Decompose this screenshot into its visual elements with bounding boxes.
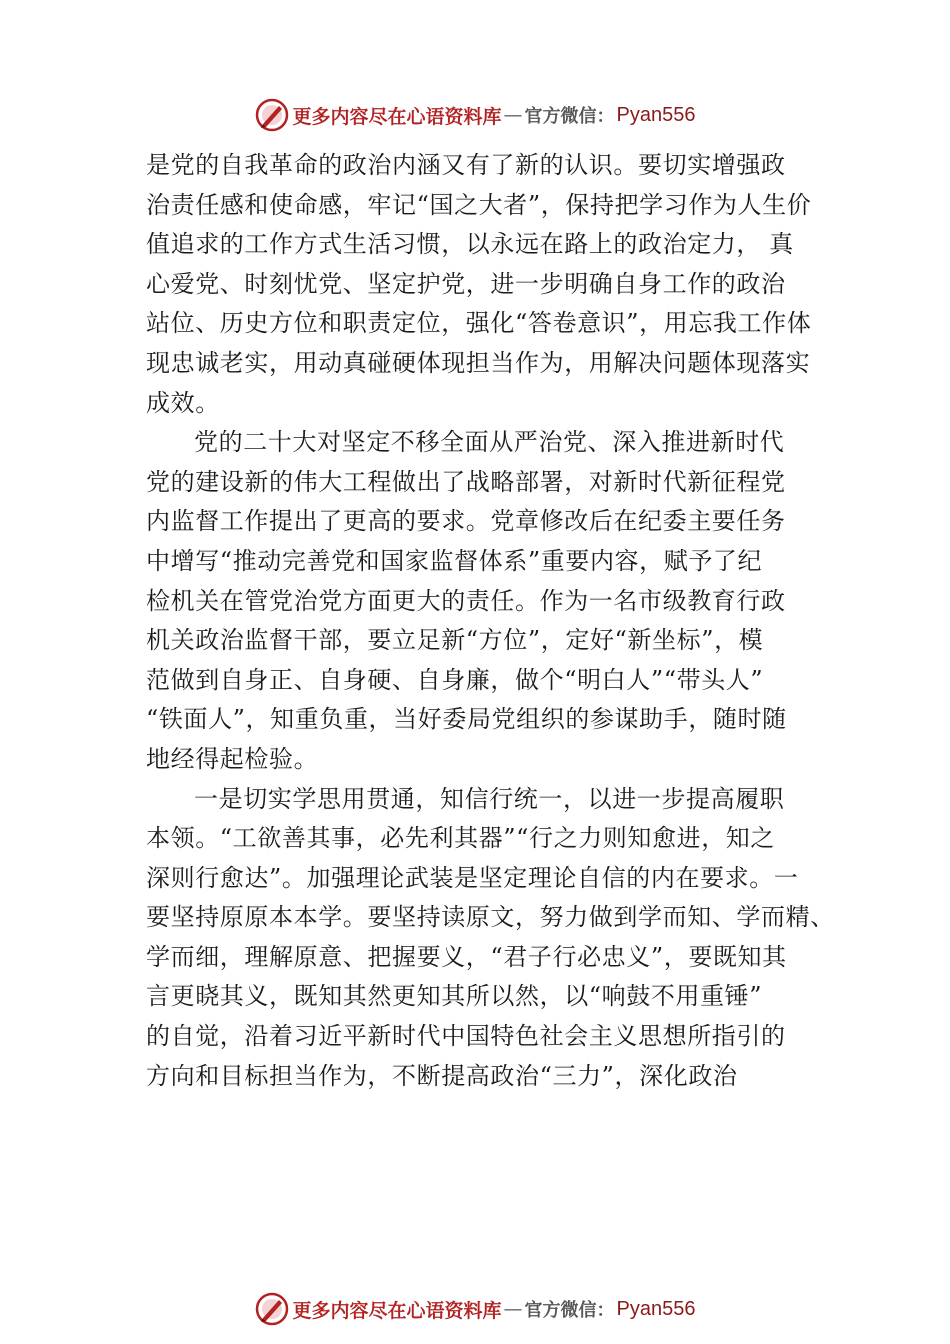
text-line: 检机关在管党治党方面更大的责任。作为一名市级教育行政 bbox=[146, 586, 786, 615]
text-line: 内监督工作提出了更高的要求。党章修改后在纪委主要任务 bbox=[146, 507, 786, 536]
text-line: 方向和目标担当作为，不断提高政治“三力”，深化政治 bbox=[146, 1061, 738, 1090]
footer-banner bbox=[0, 1289, 950, 1329]
text-line: 机关政治监督干部，要立足新“方位”，定好“新坐标”，模 bbox=[146, 626, 764, 655]
banner-title: 更多内容尽在心语资料库 bbox=[292, 1299, 502, 1322]
text-line: 言更晓其义，既知其然更知其所以然，以“响鼓不用重锤” bbox=[146, 982, 763, 1011]
pen-seal-logo-icon bbox=[255, 1292, 289, 1326]
text-line: 学而细，理解原意、把握要义，“君子行必忠义”，要既知其 bbox=[146, 942, 787, 971]
text-line: 地经得起检验。 bbox=[146, 744, 319, 773]
text-line: 站位、历史方位和职责定位，强化“答卷意识”，用忘我工作体 bbox=[146, 309, 812, 338]
text-line: 治责任感和使命感，牢记“国之大者”，保持把学习作为人生价 bbox=[146, 190, 812, 219]
text-line: 本领。“工欲善其事，必先利其器”“行之力则知愈进，知之 bbox=[146, 824, 776, 853]
header-banner bbox=[0, 95, 950, 135]
document-body bbox=[146, 146, 835, 1096]
text-line: 要坚持原原本本学。要坚持读原文，努力做到学而知、学而精、 bbox=[146, 903, 835, 932]
text-line: 心爱党、时刻忧党、坚定护党，进一步明确自身工作的政治 bbox=[146, 269, 786, 298]
text-line: 值追求的工作方式生活习惯，以永远在路上的政治定力， 真 bbox=[146, 230, 794, 259]
banner-separator: — bbox=[503, 104, 523, 126]
text-line: “铁面人”，知重负重，当好委局党组织的参谋助手，随时随 bbox=[146, 705, 787, 734]
banner-separator: — bbox=[503, 1298, 523, 1320]
banner-wechat-id: Pyan556 bbox=[616, 103, 696, 126]
text-line: 范做到自身正、自身硬、自身廉，做个“明白人”“带头人” bbox=[146, 665, 764, 694]
banner-wechat-id: Pyan556 bbox=[616, 1297, 696, 1320]
text-line: 成效。 bbox=[146, 388, 220, 417]
pen-seal-logo-icon bbox=[255, 98, 289, 132]
text-line: 的自觉，沿着习近平新时代中国特色社会主义思想所指引的 bbox=[146, 1022, 786, 1051]
text-line: 是党的自我革命的政治内涵又有了新的认识。要切实增强政 bbox=[146, 151, 786, 179]
paragraph-start-line: 一是切实学思用贯通，知信行统一，以进一步提高履职 bbox=[194, 784, 785, 813]
paragraph-start-line: 党的二十大对坚定不移全面从严治党、深入推进新时代 bbox=[194, 428, 785, 457]
banner-wechat-label: 官方微信： bbox=[524, 106, 615, 127]
text-line: 现忠诚老实，用动真碰硬体现担当作为，用解决问题体现落实 bbox=[146, 348, 811, 377]
banner-title: 更多内容尽在心语资料库 bbox=[292, 105, 502, 128]
text-line: 深则行愈达”。加强理论武装是坚定理论自信的内在要求。一 bbox=[146, 863, 799, 892]
text-line: 党的建设新的伟大工程做出了战略部署，对新时代新征程党 bbox=[146, 467, 786, 496]
text-line: 中增写“推动完善党和国家监督体系”重要内容，赋予了纪 bbox=[146, 546, 763, 575]
banner-wechat-label: 官方微信： bbox=[524, 1300, 615, 1321]
